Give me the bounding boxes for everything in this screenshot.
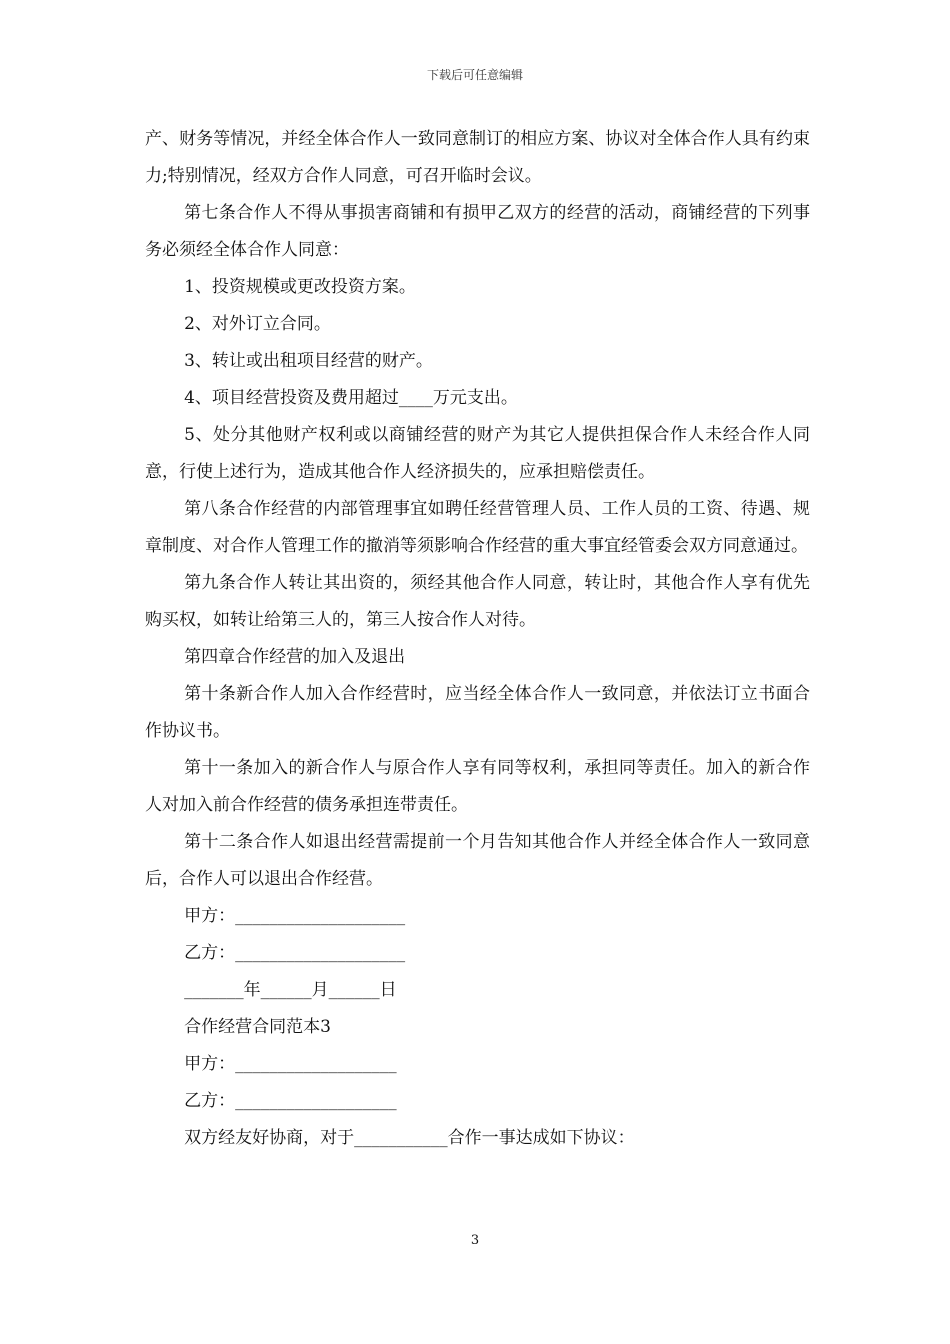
date-line: _______年______月______日 (184, 980, 397, 1000)
paragraph: 4、项目经营投资及费用超过____万元支出。 (184, 388, 518, 408)
paragraph: 第九条合作人转让其出资的，须经其他合作人同意，转让时，其他合作人享有优先购买权，如转让给第三人的，第三人按合作人对待。 (145, 573, 810, 630)
paragraph: 第十二条合作人如退出经营需提前一个月告知其他合作人并经全体合作人一致同意后，合作人可以退出合作经营。 (145, 832, 810, 889)
paragraph: 1、投资规模或更改投资方案。 (184, 277, 416, 297)
paragraph: 5、处分其他财产权利或以商铺经营的财产为其它人提供担保合作人未经合作人同意，行使上述行为，造成其他合作人经济损失的，应承担赔偿责任。 (145, 425, 810, 482)
paragraph: 第十一条加入的新合作人与原合作人享有同等权利，承担同等责任。加入的新合作人对加入前合作经营的债务承担连带责任。 (145, 758, 810, 815)
paragraph: 第七条合作人不得从事损害商铺和有损甲乙双方的经营的活动，商铺经营的下列事务必须经全体合作人同意： (145, 203, 810, 260)
document-body (145, 121, 810, 1157)
page-header (0, 67, 950, 83)
party-a-signature-line: 甲方：____________________ (184, 906, 406, 926)
page-number: 3 (470, 1233, 480, 1248)
paragraph: 第十条新合作人加入合作经营时，应当经全体合作人一致同意，并依法订立书面合作协议书。 (145, 684, 810, 741)
party-a-line: 甲方：___________________ (184, 1054, 397, 1074)
paragraph: 第八条合作经营的内部管理事宜如聘任经营管理人员、工作人员的工资、待遇、规章制度、对合作人管理工作的撤消等须影响合作经营的重大事宜经管委会双方同意通过。 (145, 499, 810, 556)
chapter-heading: 第四章合作经营的加入及退出 (184, 647, 406, 667)
paragraph: 3、转让或出租项目经营的财产。 (184, 351, 433, 371)
paragraph: 2、对外订立合同。 (184, 314, 331, 334)
page-footer (0, 1233, 950, 1249)
paragraph: 双方经友好协商，对于___________合作一事达成如下协议： (184, 1128, 635, 1148)
section-title: 合作经营合同范本3 (184, 1017, 331, 1037)
party-b-line: 乙方：___________________ (184, 1091, 397, 1111)
header-note: 下载后可任意编辑 (426, 68, 523, 82)
party-b-signature-line: 乙方：____________________ (184, 943, 406, 963)
paragraph: 产、财务等情况，并经全体合作人一致同意制订的相应方案、协议对全体合作人具有约束力;特别情况，经双方合作人同意，可召开临时会议。 (145, 129, 810, 186)
